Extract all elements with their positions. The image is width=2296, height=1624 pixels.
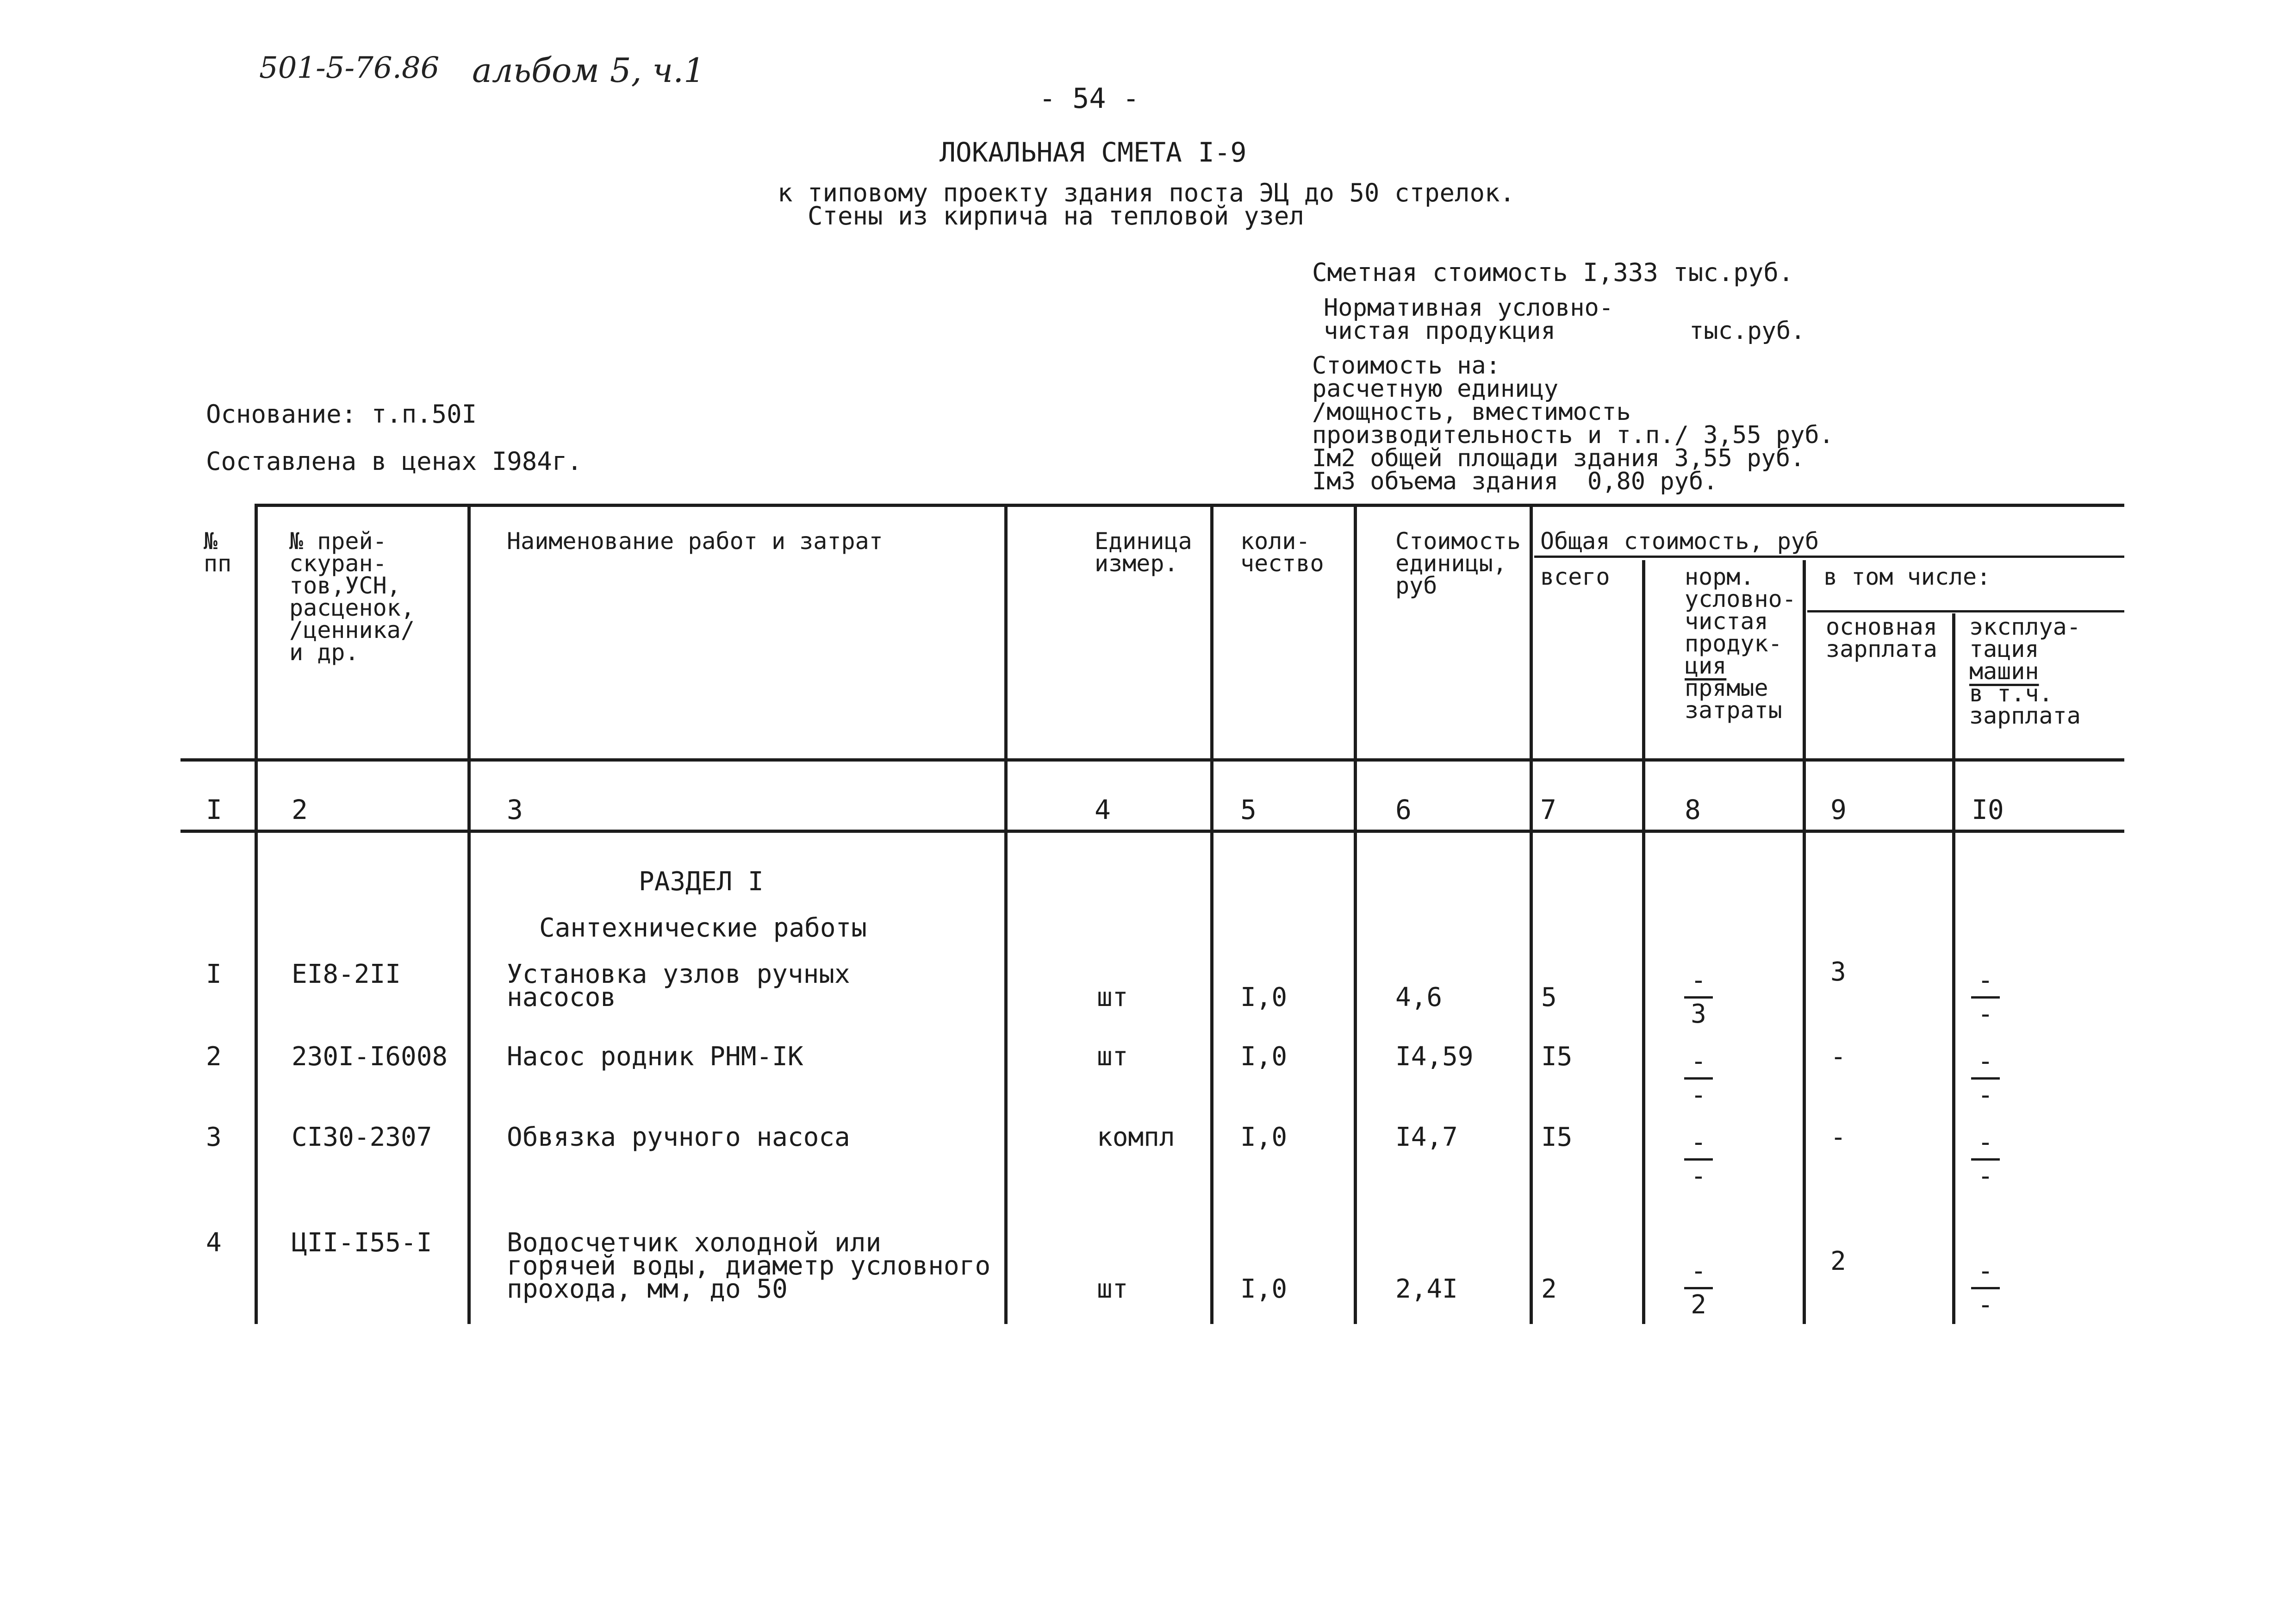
col-rule-5 (1354, 504, 1357, 1324)
row-machines: - - (1969, 1049, 2002, 1108)
col-rule-4 (1210, 504, 1213, 1324)
handwritten-code: 501-5-76.86 (259, 51, 440, 85)
row-machines: - - (1969, 1258, 2002, 1318)
normative-unit: тыс.руб. (1689, 317, 1805, 345)
header-subgroup: в том числе: (1823, 563, 1991, 590)
col-number-1: I (206, 794, 222, 825)
row-unit-price: I4,7 (1395, 1122, 1458, 1152)
row-unit: шт (1097, 1042, 1128, 1072)
row-name: Обвязка ручного насоса (507, 1122, 850, 1152)
col-rule-1 (255, 504, 258, 1324)
prices-label: Составлена в ценах I984г. (206, 447, 582, 476)
col-rule-9 (1952, 613, 1955, 1324)
header-normative: норм. условно- чистая продук- ция прямые затраты (1685, 563, 1796, 724)
row-total: 2 (1541, 1274, 1557, 1304)
row-total: I5 (1541, 1122, 1573, 1152)
row-number: 3 (206, 1122, 222, 1152)
col-number-10: I0 (1972, 794, 2004, 825)
section-title: РАЗДЕЛ I (639, 867, 764, 897)
normative-line-1: Нормативная условно- (1324, 294, 1614, 322)
col-rule-6 (1530, 504, 1533, 1324)
row-code: 230I-I6008 (292, 1042, 448, 1072)
row-code: ЦII-I55-I (292, 1228, 432, 1258)
normative-line-2: чистая продукция (1324, 317, 1556, 345)
header-work-name: Наименование работ и затрат (507, 528, 883, 555)
row-name: Установка узлов ручных насосов (507, 959, 850, 1012)
cost-per-line-5: Iм2 общей площади здания 3,55 руб. (1312, 444, 1805, 472)
row-normative: - 3 (1682, 968, 1715, 1027)
col-number-2: 2 (292, 794, 308, 825)
row-unit: шт (1097, 982, 1128, 1012)
row-quantity: I,0 (1240, 1274, 1288, 1304)
row-total: 5 (1541, 982, 1557, 1012)
col-number-6: 6 (1395, 794, 1412, 825)
row-code: СI30-2307 (292, 1122, 432, 1152)
col-numbers-bottom-rule (180, 830, 2124, 833)
section-subtitle: Сантехнические работы (539, 913, 867, 943)
header-machines: эксплуа- тация машин в т.ч. зарплата (1969, 613, 2081, 729)
basis-label: Основание: т.п.50I (206, 400, 477, 429)
header-pricelist: № прей- скуран- тов,УСН, расценок, /ценника/ и др. (289, 528, 415, 666)
row-wage: - (1830, 1042, 1846, 1072)
col-rule-8 (1803, 560, 1806, 1324)
row-number: I (206, 959, 222, 989)
row-number: 4 (206, 1228, 222, 1258)
row-machines: - - (1969, 968, 2002, 1027)
row-unit-price: I4,59 (1395, 1042, 1474, 1072)
cost-per-line-1: Стоимость на: (1312, 352, 1500, 380)
header-total: всего (1540, 563, 1610, 590)
row-wage: 3 (1830, 957, 1846, 987)
cost-per-line-3: /мощность, вместимость (1312, 398, 1631, 426)
col-rule-2 (467, 504, 471, 1324)
row-wage: 2 (1830, 1246, 1846, 1276)
row-quantity: I,0 (1240, 1042, 1288, 1072)
row-wage: - (1830, 1122, 1846, 1152)
row-unit: шт (1097, 1274, 1128, 1304)
row-name: Водосчетчик холодной или горячей воды, диаметр условного прохода, мм, до 50 (507, 1228, 991, 1304)
row-normative: - - (1682, 1130, 1715, 1189)
header-unit: Единица измер. (1095, 528, 1192, 577)
table-top-rule (257, 504, 2124, 507)
col-rule-7 (1642, 560, 1645, 1324)
cost-per-line-4: производительность и т.п./ 3,55 руб. (1312, 421, 1834, 449)
col-number-3: 3 (507, 794, 523, 825)
document-title: ЛОКАЛЬНАЯ СМЕТА I-9 (940, 137, 1247, 168)
row-normative: - - (1682, 1049, 1715, 1108)
header-bottom-rule (180, 758, 2124, 762)
row-code: EI8-2II (292, 959, 401, 989)
row-quantity: I,0 (1240, 982, 1288, 1012)
row-quantity: I,0 (1240, 1122, 1288, 1152)
title-line-3: Стены из кирпича на тепловой узел (808, 201, 1304, 231)
handwritten-album: альбом 5, ч.1 (472, 51, 705, 90)
header-total-group: Общая стоимость, руб (1540, 528, 1819, 555)
page-number: - 54 - (1039, 82, 1139, 115)
estimated-cost: Сметная стоимость I,333 тыс.руб. (1312, 258, 1794, 287)
row-normative: - 2 (1682, 1258, 1715, 1318)
title-line-2: к типовому проекту здания поста ЭЦ до 50 стрелок. (778, 178, 1515, 207)
row-unit-price: 4,6 (1395, 982, 1443, 1012)
col-rule-3 (1004, 504, 1008, 1324)
header-num: № пп (204, 528, 232, 577)
cost-per-line-6: Iм3 объема здания 0,80 руб. (1312, 468, 1718, 495)
subgroup-rule (1807, 610, 2124, 612)
row-number: 2 (206, 1042, 222, 1072)
header-wage: основная зарплата (1826, 613, 1937, 662)
group-rule (1534, 556, 2124, 558)
col-number-8: 8 (1685, 794, 1701, 825)
row-unit: компл (1097, 1122, 1175, 1152)
row-name: Насос родник РНМ-IК (507, 1042, 803, 1072)
col-number-5: 5 (1240, 794, 1257, 825)
col-number-9: 9 (1830, 794, 1847, 825)
col-number-7: 7 (1540, 794, 1556, 825)
row-machines: - - (1969, 1130, 2002, 1189)
cost-per-line-2: расчетную единицу (1312, 375, 1559, 403)
row-unit-price: 2,4I (1395, 1274, 1458, 1304)
row-total: I5 (1541, 1042, 1573, 1072)
header-unit-cost: Стоимость единицы, руб (1395, 528, 1521, 599)
col-number-4: 4 (1095, 794, 1111, 825)
header-quantity: коли- чество (1240, 528, 1324, 577)
